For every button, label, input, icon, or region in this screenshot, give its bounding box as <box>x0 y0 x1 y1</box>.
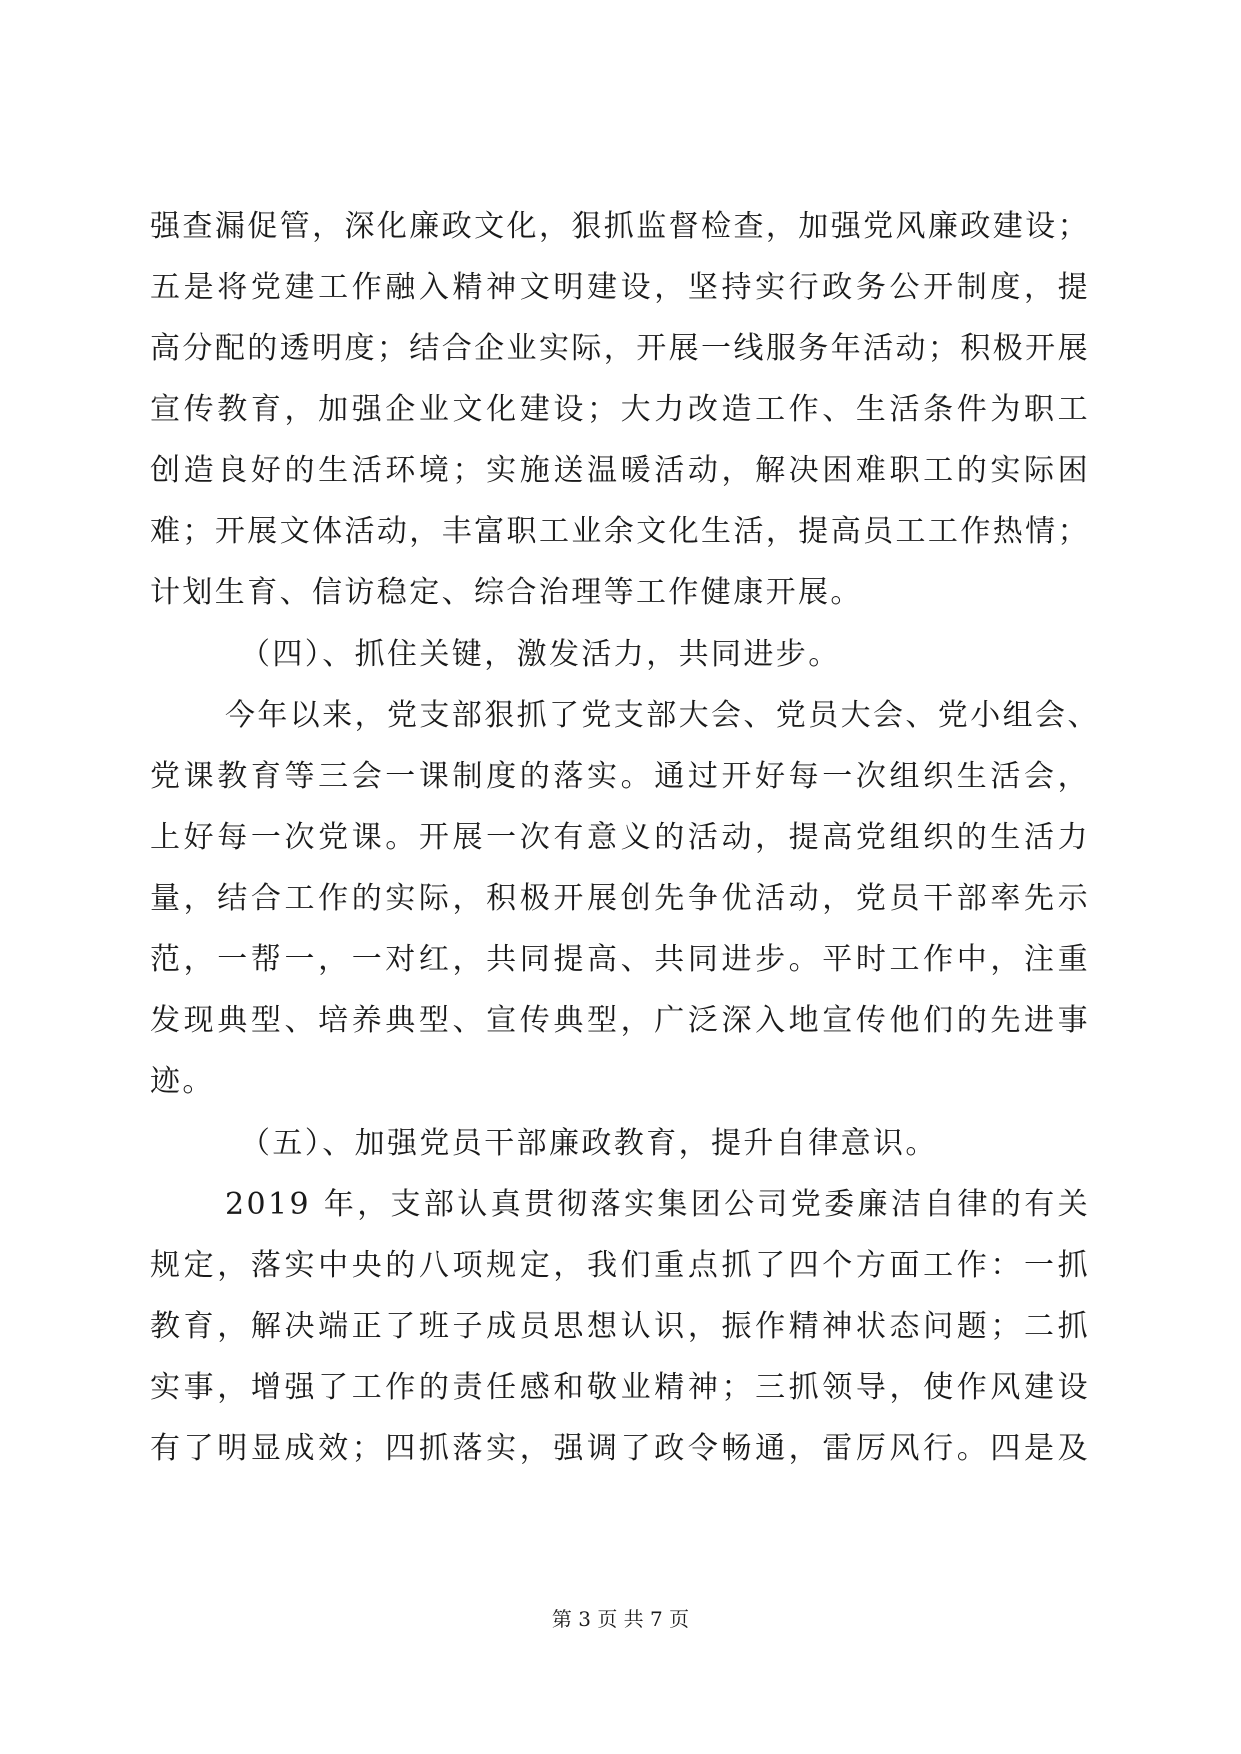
body-text-line: 规定，落实中央的八项规定，我们重点抓了四个方面工作：一抓 <box>150 1248 1090 1283</box>
body-text-line: 上好每一次党课。开展一次有意义的活动，提高党组织的生活力 <box>150 820 1090 855</box>
body-text-line: 宣传教育，加强企业文化建设；大力改造工作、生活条件为职工 <box>150 392 1090 427</box>
body-text-line: 有了明显成效；四抓落实，强调了政令畅通，雷厉风行。四是及 <box>150 1431 1090 1466</box>
body-text-line: 发现典型、培养典型、宣传典型，广泛深入地宣传他们的先进事 <box>150 1003 1090 1038</box>
body-text-line: 实事，增强了工作的责任感和敬业精神；三抓领导，使作风建设 <box>150 1370 1090 1405</box>
body-text-line: 强查漏促管，深化廉政文化，狠抓监督检查，加强党风廉政建设； <box>150 209 1090 244</box>
body-text-line: 范，一帮一，一对红，共同提高、共同进步。平时工作中，注重 <box>150 942 1090 977</box>
paragraph-first-line: 今年以来，党支部狠抓了党支部大会、党员大会、党小组会、 <box>225 698 1100 733</box>
section-heading-5: （五）、加强党员干部廉政教育，提升自律意识。 <box>240 1126 938 1161</box>
body-text-line: 量，结合工作的实际，积极开展创先争优活动，党员干部率先示 <box>150 881 1090 916</box>
paragraph-first-line: 2019 年，支部认真贯彻落实集团公司党委廉洁自律的有关 <box>225 1187 1090 1222</box>
section-heading-4: （四）、抓住关键，激发活力，共同进步。 <box>240 637 841 672</box>
body-text-line: 教育，解决端正了班子成员思想认识，振作精神状态问题；二抓 <box>150 1309 1090 1344</box>
body-text-line: 五是将党建工作融入精神文明建设，坚持实行政务公开制度，提 <box>150 270 1090 305</box>
page-number-footer: 第 3 页 共 7 页 <box>551 1607 690 1631</box>
body-text-line: 难；开展文体活动，丰富职工业余文化生活，提高员工工作热情； <box>150 514 1090 549</box>
body-text-line: 创造良好的生活环境；实施送温暖活动，解决困难职工的实际困 <box>150 453 1090 488</box>
body-text-line: 高分配的透明度；结合企业实际，开展一线服务年活动；积极开展 <box>150 331 1090 366</box>
body-text-line: 党课教育等三会一课制度的落实。通过开好每一次组织生活会， <box>150 759 1090 794</box>
body-text-line: 迹。 <box>150 1064 215 1099</box>
body-text-line: 计划生育、信访稳定、综合治理等工作健康开展。 <box>150 575 863 610</box>
